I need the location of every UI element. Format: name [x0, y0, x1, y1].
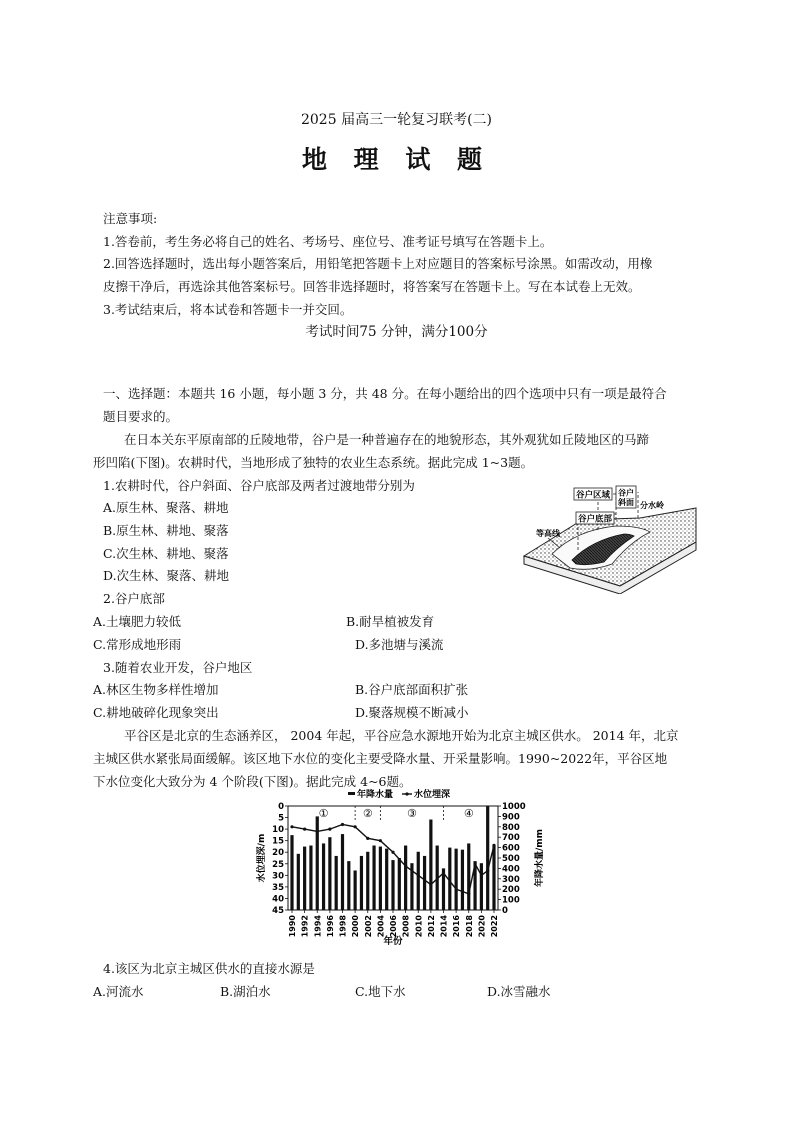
legend-depth: 水位埋深 [414, 790, 451, 800]
precip-bar [354, 870, 357, 910]
right-tick-label: 500 [502, 854, 520, 864]
depth-point [328, 828, 331, 831]
x-tick-label: 2016 [452, 915, 462, 938]
depth-point [316, 830, 319, 833]
depth-point [354, 825, 357, 828]
notice-item-2b: 皮擦干净后，再选涂其他答案标号。回答非选择题时，将答案写在答题卡上。写在本试卷上无效。 [103, 279, 641, 294]
passage2-line-3: 下水位变化大致分为 4 个阶段(下图)。据此完成 4~6题。 [93, 774, 412, 789]
left-tick-label: 20 [272, 848, 284, 859]
right-tick-label: 900 [502, 812, 520, 823]
q2-stem: 2.谷户底部 [103, 591, 165, 606]
q1-option-c[interactable]: C.次生林、耕地、聚落 [103, 546, 229, 561]
q3-option-d[interactable]: D.聚落规模不断减小 [355, 705, 469, 720]
q2-option-a[interactable]: A.土壤肥力较低 [93, 614, 182, 629]
precip-bar [455, 849, 458, 910]
q2-option-b[interactable]: B.耐旱植被发育 [346, 614, 435, 629]
precip-bar [385, 849, 388, 910]
right-tick-label: 200 [502, 885, 520, 896]
stage-label: ① [318, 807, 329, 820]
label-valley-bottom: 谷户底部 [577, 514, 613, 525]
subject-title: 地 理 试 题 [301, 145, 492, 174]
exam-time: 考试时间75 分钟，满分100分 [305, 324, 488, 340]
precip-bar [379, 847, 382, 910]
q3-option-b[interactable]: B.谷户底部面积扩张 [355, 682, 469, 697]
right-tick-label: 700 [502, 833, 520, 844]
section1-intro-1: 一、选择题：本题共 16 小题，每小题 3 分，共 48 分。在每小题给出的四个选项中只有一项是最符合 [103, 386, 667, 401]
x-tick-label: 2012 [426, 915, 436, 938]
notice-item-3: 3.考试结束后，将本试卷和答题卡一并交回。 [103, 302, 353, 317]
precip-bar [486, 806, 489, 910]
label-valley-slope-2: 斜面 [618, 498, 634, 507]
q4-option-a[interactable]: A.河流水 [93, 984, 144, 999]
right-tick-label: 0 [502, 906, 508, 916]
precip-bar [423, 856, 426, 910]
x-tick-label: 2014 [439, 915, 449, 938]
exam-title: 2025 届高三一轮复习联考(二) [300, 112, 492, 128]
left-tick-label: 40 [272, 894, 284, 905]
notice-heading: 注意事项: [103, 211, 158, 226]
x-tick-label: 1994 [313, 915, 323, 938]
x-tick-label: 2022 [490, 915, 499, 938]
label-divide: 分水岭 [640, 501, 664, 510]
depth-point [480, 874, 483, 877]
legend-line-dot [405, 792, 408, 795]
stage-label: ④ [463, 807, 474, 820]
q2-option-c[interactable]: C.常形成地形雨 [93, 637, 182, 652]
x-tick-label: 1996 [325, 915, 335, 938]
xlabel: 年份 [383, 936, 403, 947]
notice-item-1: 1.答卷前，考生务必将自己的姓名、考场号、座位号、准考证号填写在答题卡上。 [103, 234, 553, 249]
x-tick-label: 2006 [389, 915, 398, 938]
right-tick-label: 100 [502, 895, 520, 906]
depth-point [429, 883, 432, 886]
precip-bar [467, 843, 470, 910]
precip-bar [328, 837, 331, 910]
q2-option-d[interactable]: D.多池塘与溪流 [355, 637, 444, 652]
q1-stem: 1.农耕时代，谷户斜面、谷户底部及两者过渡地带分别为 [103, 478, 415, 493]
label-contour: 等高线 [536, 529, 560, 538]
label-valley-slope-1: 谷户 [618, 488, 634, 498]
precip-bar [461, 850, 464, 910]
depth-point [473, 862, 476, 865]
left-tick-label: 5 [278, 813, 284, 824]
depth-point [467, 892, 470, 895]
x-tick-label: 1992 [300, 915, 310, 938]
precip-bar [372, 846, 375, 910]
precip-bar [417, 852, 420, 910]
x-tick-label: 2002 [363, 915, 373, 938]
precip-bar [303, 847, 306, 910]
right-tick-label: 400 [502, 864, 520, 875]
precip-bar [480, 863, 483, 910]
stage-label: ② [362, 807, 373, 820]
left-tick-label: 10 [272, 825, 284, 836]
x-tick-label: 2010 [414, 915, 424, 938]
q1-option-a[interactable]: A.原生林、聚落、耕地 [103, 500, 229, 515]
precip-bar [429, 820, 432, 910]
depth-point [290, 825, 293, 828]
precip-bar [297, 854, 300, 910]
valley-diagram [520, 468, 700, 594]
left-tick-label: 35 [272, 882, 284, 893]
depth-point [492, 844, 495, 847]
depth-point [404, 864, 407, 867]
precip-bar [290, 835, 293, 910]
precip-bar [347, 861, 350, 910]
x-tick-label: 1990 [288, 915, 297, 938]
q1-option-b[interactable]: B.原生林、耕地、聚落 [103, 523, 229, 538]
depth-point [455, 888, 458, 891]
ylabel-left: 水位埋深/m [257, 833, 267, 883]
depth-point [303, 828, 306, 831]
precip-bar [366, 852, 369, 910]
right-tick-label: 1000 [502, 802, 526, 812]
section1-intro-2: 题目要求的。 [103, 409, 179, 424]
q4-option-d[interactable]: D.冰雪融水 [487, 984, 551, 999]
x-tick-label: 2000 [351, 915, 361, 938]
label-valley-area: 谷户区域 [575, 490, 611, 501]
depth-point [442, 871, 445, 874]
precip-bar [391, 860, 394, 910]
precip-bar [322, 843, 325, 910]
q4-option-b[interactable]: B.湖泊水 [220, 984, 271, 999]
depth-point [391, 851, 394, 854]
left-tick-label: 30 [272, 871, 284, 882]
q3-stem: 3.随着农业开发，谷户地区 [103, 660, 253, 675]
x-tick-label: 1998 [338, 915, 348, 938]
q4-stem: 4.该区为北京主城区供水的直接水源是 [103, 961, 315, 976]
precip-bar [341, 834, 344, 910]
x-tick-label: 2018 [464, 915, 474, 938]
q3-option-c[interactable]: C.耕地破碎化现象突出 [93, 705, 219, 720]
left-tick-label: 45 [272, 906, 284, 916]
depth-point [486, 869, 489, 872]
precip-bar [404, 846, 407, 910]
x-tick-label: 2008 [401, 915, 411, 938]
q3-option-a[interactable]: A.林区生物多样性增加 [93, 682, 219, 697]
precip-bar [335, 856, 338, 910]
legend-bar-swatch [348, 792, 355, 795]
stage-label: ③ [407, 807, 417, 820]
q1-option-d[interactable]: D.次生林、聚落、耕地 [103, 568, 230, 583]
right-tick-label: 800 [502, 822, 520, 833]
right-tick-label: 300 [502, 874, 520, 885]
depth-point [341, 823, 344, 826]
depth-point [366, 837, 369, 840]
ylabel-right: 年降水量/mm [535, 828, 545, 888]
precip-bar [309, 846, 312, 910]
passage1-line-2: 形凹陷(下图)。农耕时代，当地形成了独特的农业生态系统。据此完成 1~3题。 [93, 455, 534, 470]
precip-bar [360, 856, 363, 910]
left-tick-label: 15 [272, 836, 284, 847]
passage2-line-2: 主城区供水紧张局面缓解。该区地下水位的变化主要受降水量、开采量影响。1990~2022年，平谷区地 [93, 751, 668, 766]
legend-precip: 年降水量 [357, 790, 394, 800]
q4-option-c[interactable]: C.地下水 [355, 984, 406, 999]
left-tick-label: 25 [272, 859, 284, 870]
left-tick-label: 0 [278, 802, 284, 812]
depth-point [379, 839, 382, 842]
passage2-line-1: 平谷区是北京的生态涵养区， 2004 年起，平谷应急水源地开始为北京主城区供水。 2014 年，北京 [124, 728, 679, 743]
x-tick-label: 2004 [376, 915, 386, 938]
right-tick-label: 600 [502, 843, 520, 854]
x-tick-label: 2020 [477, 915, 487, 938]
precip-bar [492, 846, 495, 910]
depth-point [417, 874, 420, 877]
groundwater-chart [252, 788, 552, 948]
precip-bar [398, 858, 401, 910]
passage1-line-1: 在日本关东平原南部的丘陵地带，谷户是一种普遍存在的地貌形态，其外观犹如丘陵地区的马蹄 [124, 432, 650, 447]
notice-item-2: 2.回答选择题时，选出每小题答案后，用铅笔把答题卡上对应题目的答案标号涂黑。如需改动，用橡 [103, 256, 653, 271]
